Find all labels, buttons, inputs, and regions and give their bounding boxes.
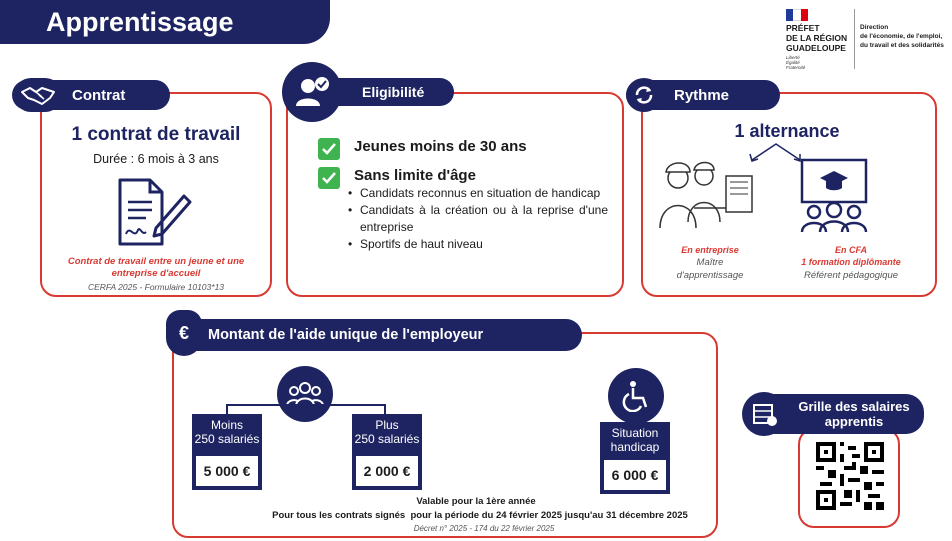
bullet-item: • Candidats reconnus en situation de handicap bbox=[348, 186, 601, 200]
person-check-icon bbox=[282, 62, 342, 122]
montant-label: Montant de l'aide unique de l'employeur bbox=[208, 327, 484, 343]
contrat-label: Contrat bbox=[72, 86, 126, 104]
title-banner bbox=[0, 0, 330, 44]
prefet-line2: DE LA RÉGION bbox=[786, 33, 848, 43]
montant-pill bbox=[174, 319, 582, 351]
grille-label-2: apprentis bbox=[824, 414, 884, 429]
motto-1: Liberté bbox=[786, 55, 800, 60]
grille-label-1: Grille des salaires bbox=[798, 399, 910, 414]
refresh-cycle-icon bbox=[626, 78, 662, 112]
amount-box-line2: handicap bbox=[610, 440, 660, 454]
direction-line1: Direction bbox=[860, 24, 889, 31]
eligibilite-item-1: Jeunes moins de 30 ans bbox=[354, 138, 527, 155]
prefet-logo bbox=[776, 3, 948, 73]
alternance-arrows bbox=[748, 140, 804, 164]
amount-value: 2 000 € bbox=[356, 456, 418, 486]
amount-box-line2: 250 salariés bbox=[354, 432, 420, 446]
amount-value: 6 000 € bbox=[604, 460, 666, 490]
classroom-icon bbox=[798, 156, 870, 236]
bullet-item: • Candidats à la création ou à la reprise d'une entreprise bbox=[348, 203, 608, 234]
amount-box-line1: Moins bbox=[210, 418, 243, 432]
prefet-line3: GUADELOUPE bbox=[786, 43, 846, 53]
montant-valable: Valable pour la 1ère année bbox=[416, 496, 536, 507]
logo-divider bbox=[854, 9, 855, 69]
direction-line2: de l'économie, de l'emploi, bbox=[860, 33, 943, 40]
bullet-item: • Sportifs de haut niveau bbox=[348, 237, 483, 251]
amount-box-handicap bbox=[600, 422, 670, 494]
eligibilite-item-2: Sans limite d'âge bbox=[354, 167, 476, 184]
workers-illustration-icon bbox=[654, 158, 754, 240]
motto-2: Égalité bbox=[786, 60, 800, 65]
handshake-icon bbox=[14, 78, 62, 112]
motto-3: Fraternité bbox=[786, 65, 806, 70]
euro-money-bag-icon: € bbox=[166, 310, 202, 356]
montant-decret: Décret n° 2025 - 174 du 22 février 2025 bbox=[413, 524, 555, 533]
contrat-duree: Durée : 6 mois à 3 ans bbox=[93, 152, 219, 166]
check-icon bbox=[318, 167, 340, 189]
amount-box-moins-250 bbox=[192, 414, 262, 490]
contrat-title: 1 contrat de travail bbox=[71, 124, 241, 145]
amount-box-plus-250 bbox=[352, 414, 422, 490]
rythme-label: Rythme bbox=[674, 86, 730, 104]
check-icon bbox=[318, 138, 340, 160]
rythme-right-sub: Référent pédagogique bbox=[803, 270, 899, 281]
rythme-left-sub2: d'apprentissage bbox=[676, 270, 744, 281]
rythme-right-title1: En CFA bbox=[834, 245, 867, 255]
rythme-left-sub1: Maître bbox=[696, 257, 724, 268]
salary-grid-icon bbox=[742, 392, 786, 436]
amount-box-line2: 250 salariés bbox=[194, 432, 260, 446]
amount-box-line1: Plus bbox=[375, 418, 399, 432]
contrat-description: Contrat de travail entre un jeune et une entreprise d'accueil bbox=[67, 256, 245, 279]
eligibilite-label: Eligibilité bbox=[362, 84, 425, 100]
eligibilite-bullets bbox=[348, 185, 608, 253]
montant-pour-tous: Pour tous les contrats signés pour la période du 24 février 2025 jusqu'au 31 décembre 2025 bbox=[272, 510, 688, 521]
contract-signature-icon bbox=[112, 174, 192, 250]
qr-code-icon[interactable] bbox=[816, 442, 884, 510]
rythme-left-title: En entreprise bbox=[681, 245, 739, 255]
prefet-line1: PRÉFET bbox=[786, 23, 820, 33]
wheelchair-icon bbox=[608, 368, 664, 424]
rythme-title: 1 alternance bbox=[734, 121, 840, 141]
rythme-right-title2: 1 formation diplômante bbox=[801, 257, 901, 267]
page-title: Apprentissage bbox=[46, 6, 234, 37]
contrat-cerfa: CERFA 2025 - Formulaire 10103*13 bbox=[87, 282, 225, 292]
marianne-flag-icon bbox=[786, 9, 808, 21]
amount-value: 5 000 € bbox=[196, 456, 258, 486]
amount-box-line1: Situation bbox=[611, 426, 659, 440]
direction-line3: du travail et des solidarités bbox=[860, 42, 944, 49]
